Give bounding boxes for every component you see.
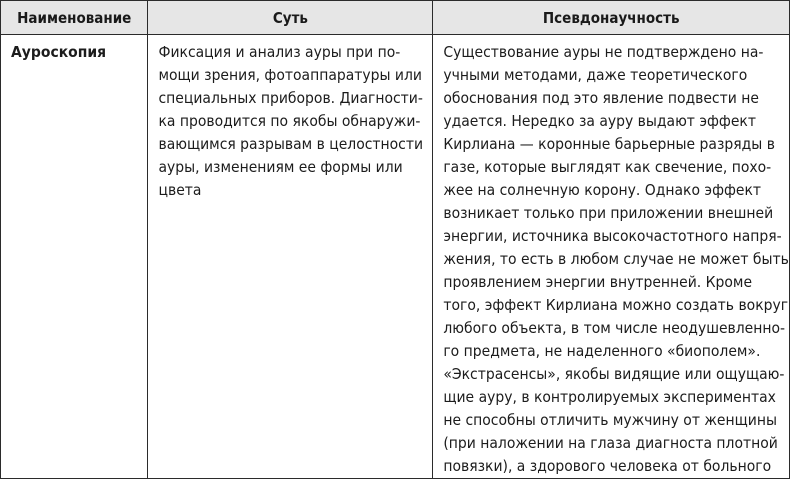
table-row (1, 35, 790, 479)
table-header-row (1, 1, 790, 35)
essence-text (148, 35, 432, 202)
pseudoscience-line: газе, которые выглядят как свечение, похо- (443, 158, 772, 176)
essence-line: цвета (158, 181, 202, 199)
essence-line: ка проводится по якобы обнаружи- (158, 112, 421, 130)
pseudoscience-text (433, 35, 789, 478)
pseudoscience-line: «Экстрасенсы», якобы видящие или ощущаю- (443, 365, 785, 383)
essence-line: специальных приборов. Диагности- (158, 89, 423, 107)
pseudoscience-line: энергии, источника высокочастотного напря- (443, 227, 782, 245)
row-name: Ауроскопия (11, 43, 107, 61)
pseudoscience-line: жее на солнечную корону. Однако эффект (443, 181, 762, 199)
pseudoscience-line: Кирлиана — коронные барьерные разряды в (443, 135, 775, 153)
pseudoscience-line: учными методами, даже теоретического (443, 66, 748, 84)
pseudoscience-line: (при наложении на глаза диагноста плотной (443, 434, 778, 452)
pseudoscience-line: го предмета, не наделенного «биополем». (443, 342, 761, 360)
header-pseudoscience: Псевдонаучность (433, 1, 790, 35)
essence-line: Фиксация и анализ ауры при по- (158, 43, 401, 61)
header-name: Наименование (1, 1, 148, 35)
header-essence: Суть (148, 1, 433, 35)
pseudoscience-line: возникает только при приложении внешней (443, 204, 774, 222)
pseudoscience-line: щие ауру, в контролируемых экспериментах (443, 388, 776, 406)
pseudoscience-line: Существование ауры не подтверждено на- (443, 43, 764, 61)
pseudoscience-line: любого объекта, в том числе неодушевленно- (443, 319, 786, 337)
essence-line: ауры, изменениям ее формы или (158, 158, 403, 176)
pseudoscience-line: жения, то есть в любом случае не может быть (443, 250, 789, 268)
pseudoscience-line: того, эффект Кирлиана можно создать вокруг (443, 296, 789, 314)
pseudoscience-line: удается. Нередко за ауру выдают эффект (443, 112, 756, 130)
pseudoscience-line: проявлением энергии внутренней. Кроме (443, 273, 753, 291)
pseudoscience-line: не способны отличить мужчину от женщины (443, 411, 777, 429)
cell-name (1, 35, 148, 479)
pseudoscience-line: повязки), а здорового человека от больного (443, 457, 772, 475)
cell-essence (148, 35, 433, 479)
pseudoscience-line: обоснования под это явление подвести не (443, 89, 759, 107)
essence-line: вающимся разрывам в целостности (158, 135, 424, 153)
essence-line: мощи зрения, фотоаппаратуры или (158, 66, 422, 84)
cell-pseudoscience (433, 35, 790, 479)
